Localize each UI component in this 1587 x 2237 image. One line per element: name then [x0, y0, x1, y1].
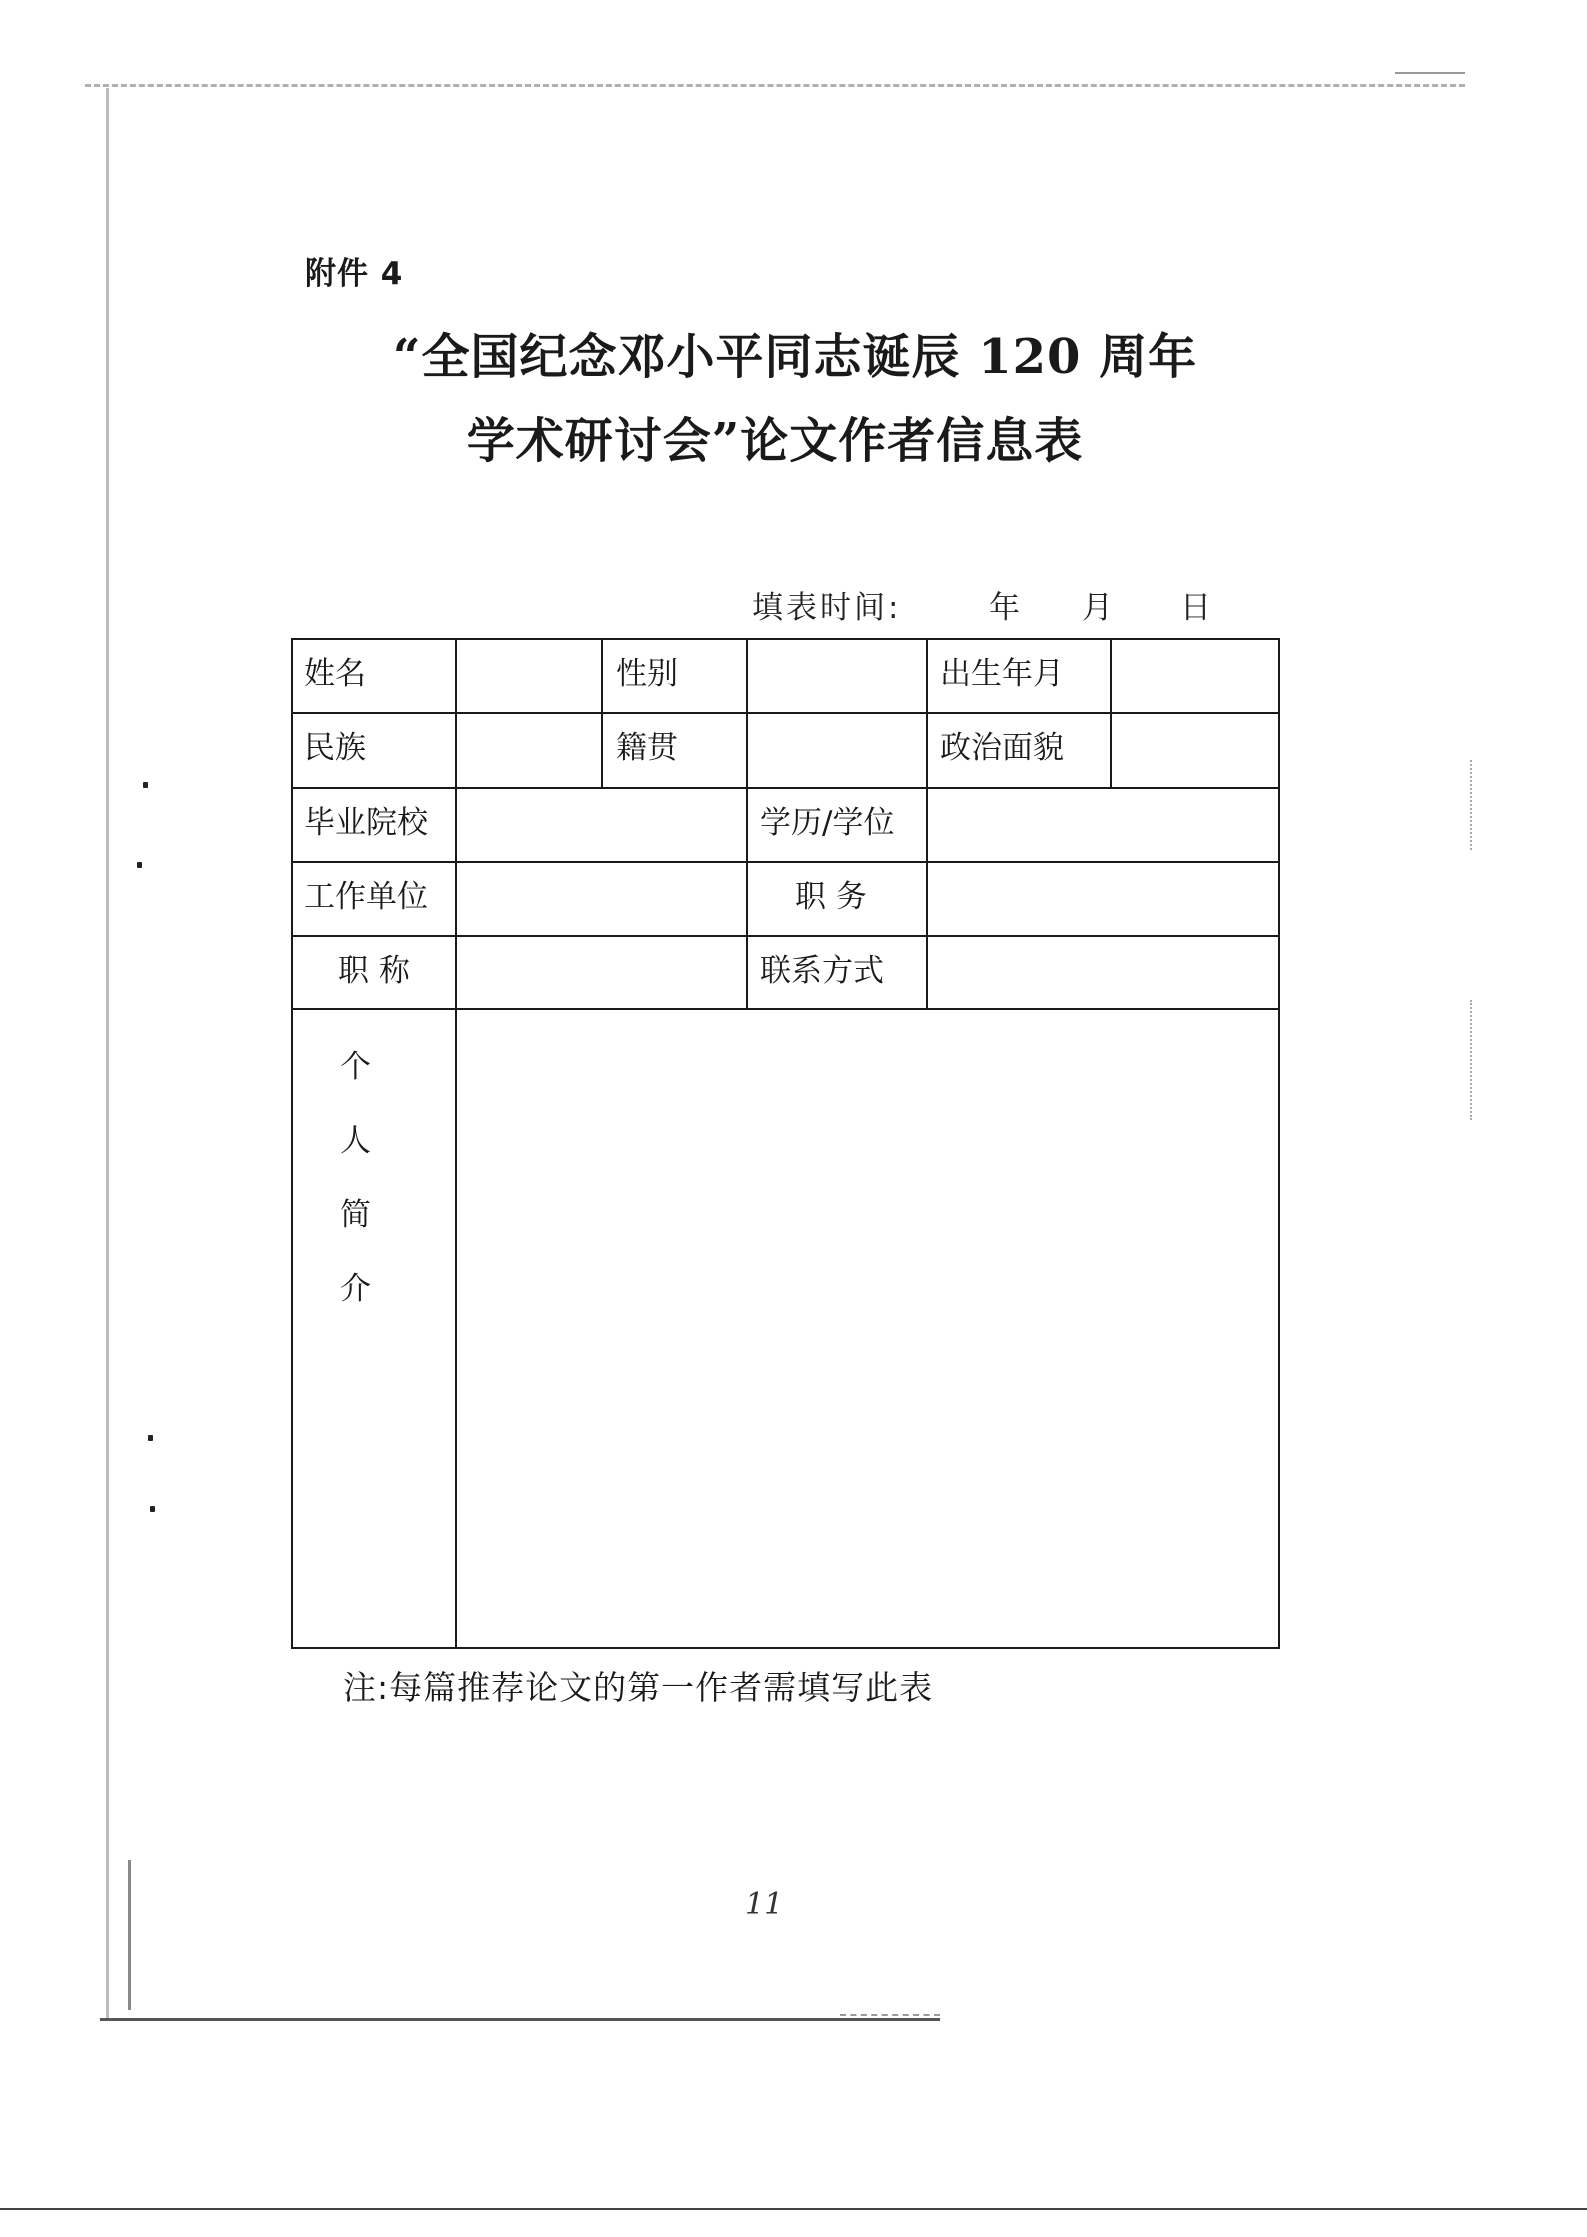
scan-edge-left-lower: [128, 1860, 131, 2010]
table-rule: [601, 638, 603, 787]
bio-char: 介: [340, 1271, 371, 1307]
scan-edge-right-upper: [1470, 760, 1472, 850]
work-unit-label: 工作单位: [304, 879, 428, 915]
attachment-label: 附件 4: [305, 256, 404, 292]
table-rule: [1110, 638, 1112, 787]
personal-bio-label: [340, 1030, 370, 1326]
table-rule: [291, 935, 1280, 937]
scan-edge-right-lower: [1470, 1000, 1472, 1120]
ethnicity-label: 民族: [304, 730, 366, 766]
table-note: 注:每篇推荐论文的第一作者需填写此表: [343, 1668, 934, 1707]
scan-dot: [148, 1435, 153, 1441]
table-rule: [291, 861, 1280, 863]
document-title-line-2: 学术研讨会”论文作者信息表: [466, 413, 1084, 469]
fill-time-label: 填表时间:: [752, 590, 902, 626]
contact-label: 联系方式: [760, 953, 884, 989]
scan-edge-top-right: [1395, 72, 1465, 74]
native-place-label: 籍贯: [616, 730, 678, 766]
scan-edge-footer: [0, 2208, 1587, 2210]
scan-dot: [137, 862, 142, 868]
fill-time-month: 月: [1082, 590, 1113, 626]
graduated-school-label: 毕业院校: [304, 805, 428, 841]
scan-edge-bottom: [100, 2018, 940, 2021]
bio-char: 个: [340, 1049, 371, 1085]
name-label: 姓名: [304, 656, 366, 692]
document-title-line-1: “全国纪念邓小平同志诞辰 120 周年: [392, 329, 1198, 385]
table-rule: [291, 712, 1280, 714]
position-label: 职 务: [795, 879, 867, 915]
author-info-table: [291, 638, 1280, 1649]
education-degree-label: 学历/学位: [760, 805, 895, 841]
fill-time-year: 年: [989, 590, 1020, 626]
bio-char: 简: [340, 1197, 371, 1233]
scan-edge-bottom-faint: [840, 2014, 940, 2016]
page-number: 11: [745, 1887, 784, 1922]
table-rule: [746, 638, 748, 1008]
scan-edge-left: [106, 88, 109, 2018]
professional-title-label: 职 称: [338, 953, 410, 989]
fill-time-day: 日: [1180, 590, 1211, 626]
table-rule: [926, 638, 928, 1008]
bio-char: 人: [340, 1123, 371, 1159]
gender-label: 性别: [616, 656, 678, 692]
table-rule: [455, 638, 457, 1649]
scan-dot: [143, 782, 148, 788]
table-rule: [291, 1008, 1280, 1010]
political-status-label: 政治面貌: [940, 730, 1064, 766]
table-rule: [291, 787, 1280, 789]
scan-edge-top: [85, 84, 1465, 87]
birth-date-label: 出生年月: [940, 656, 1064, 692]
scan-dot: [150, 1506, 155, 1512]
